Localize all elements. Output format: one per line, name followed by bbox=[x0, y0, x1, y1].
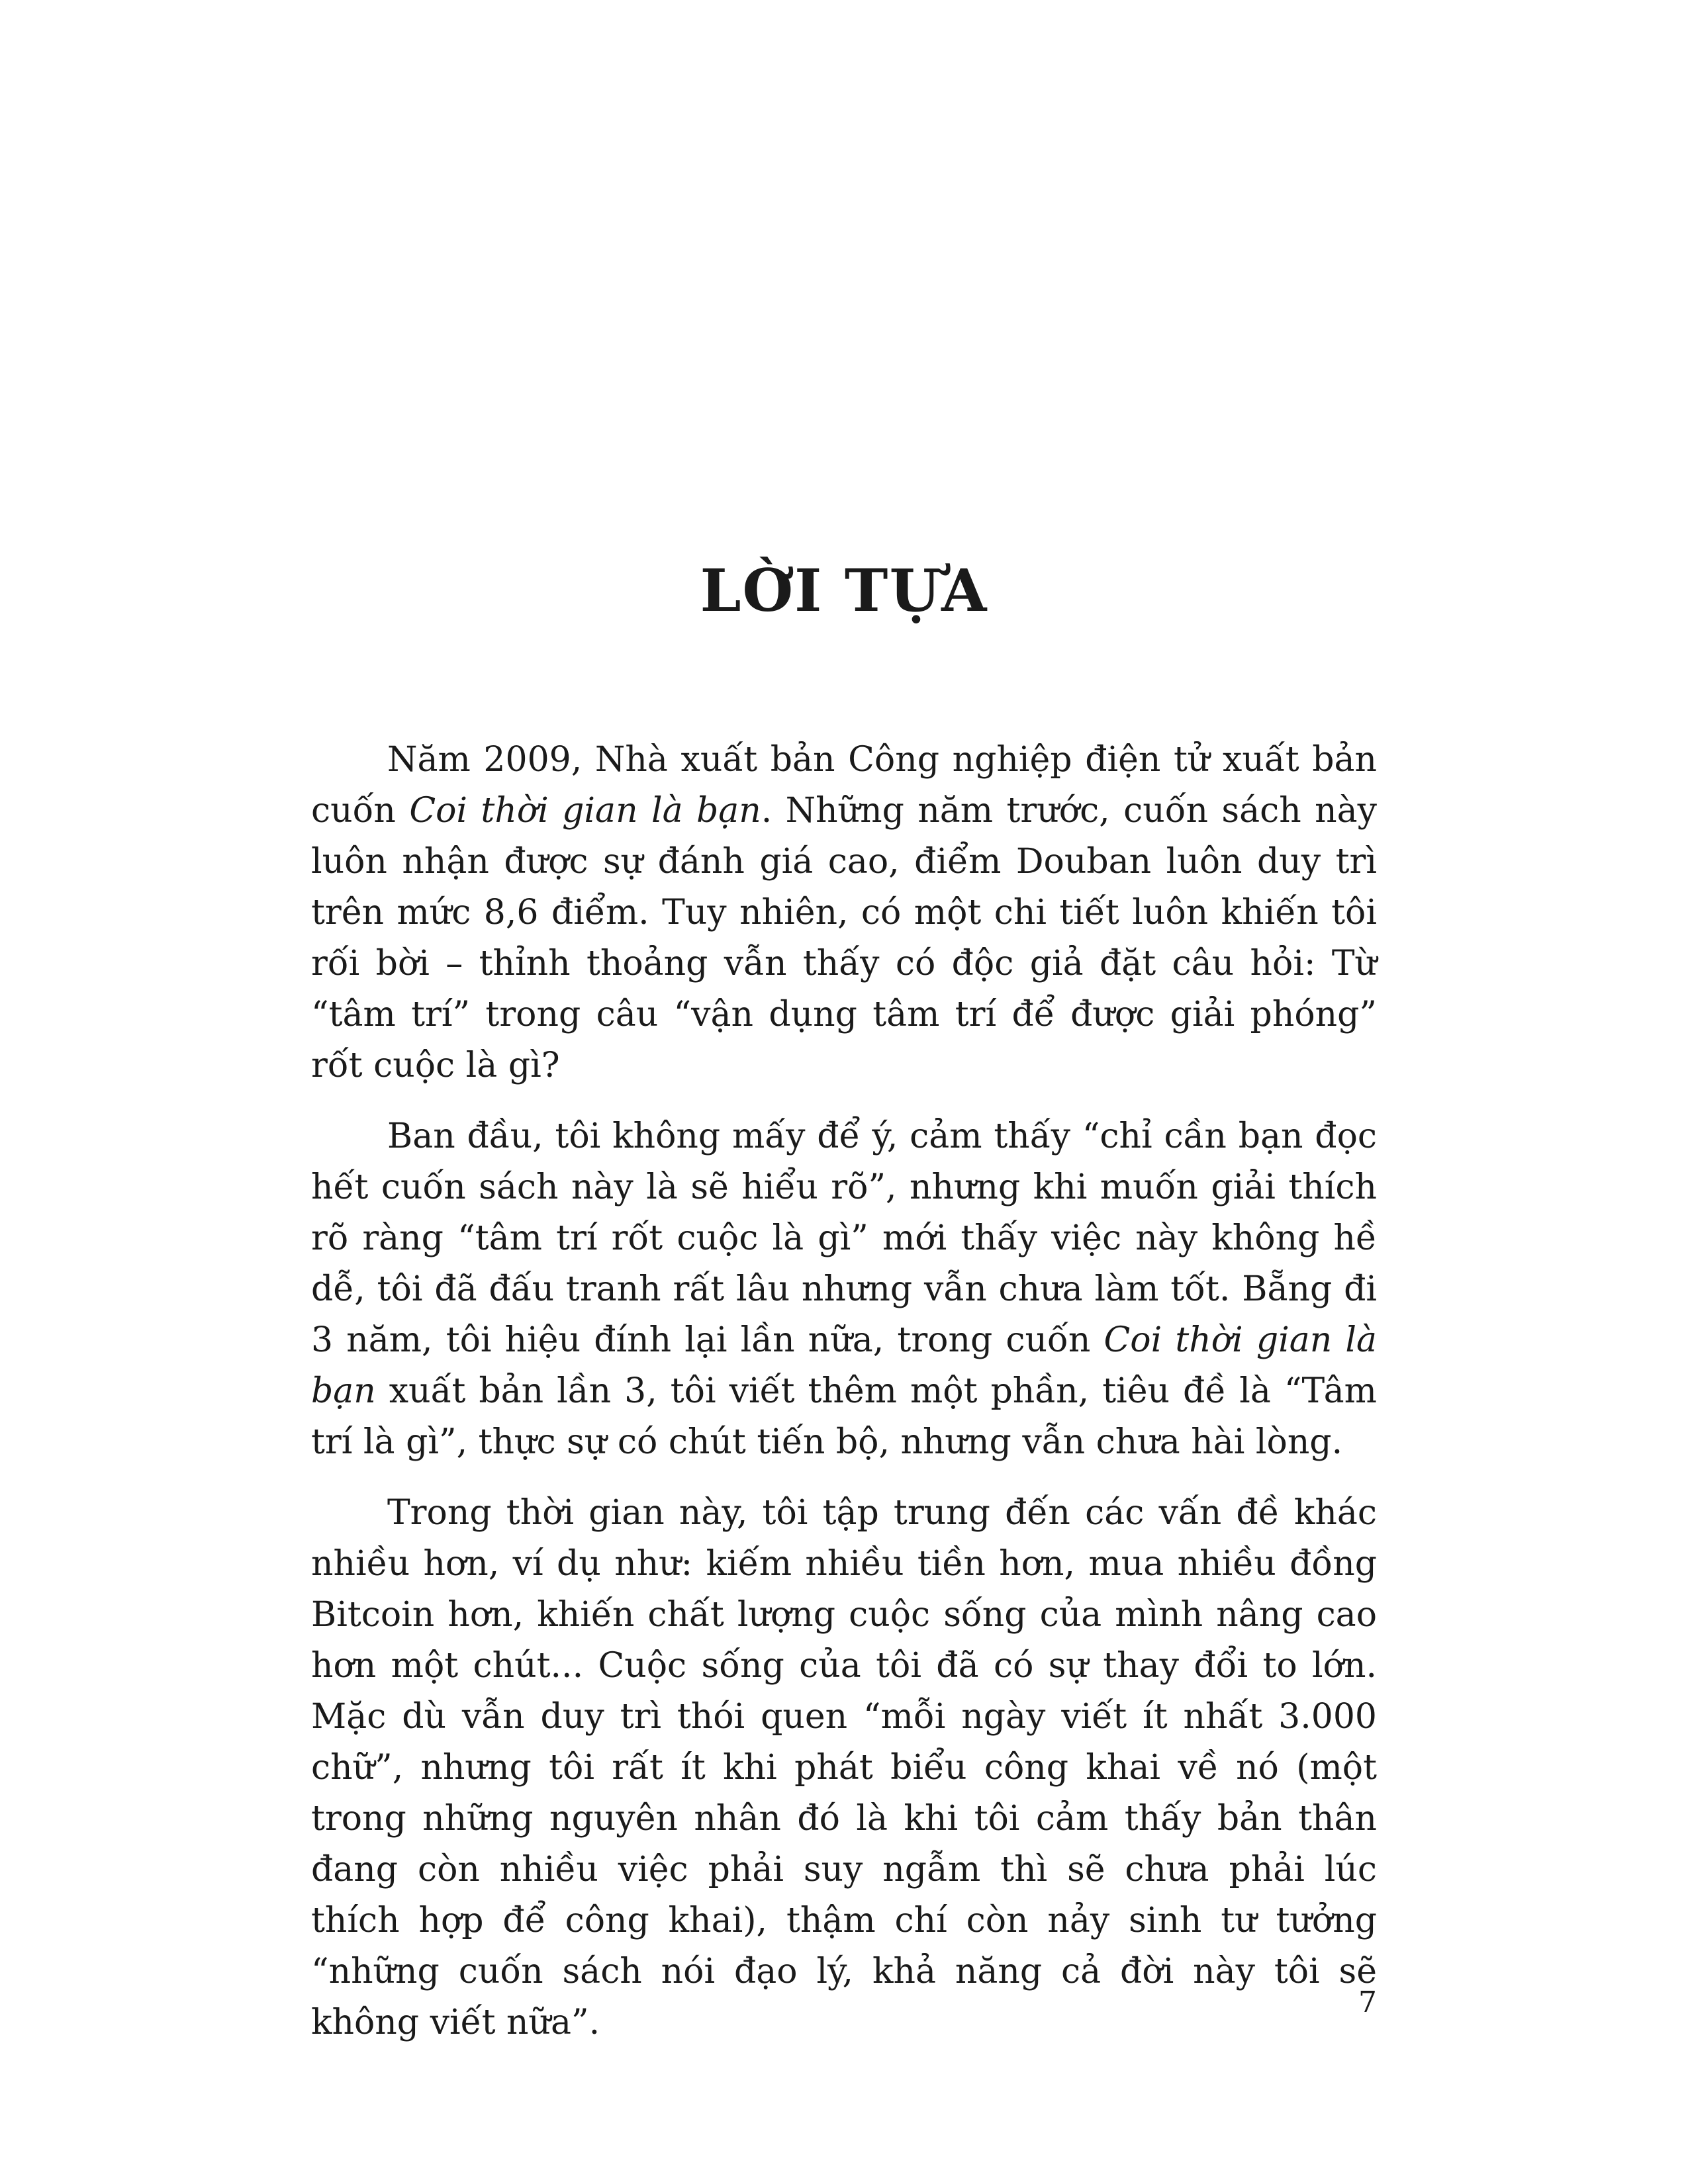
page-number: 7 bbox=[1358, 1985, 1377, 2019]
chapter-title: LỜI TỰA bbox=[700, 556, 988, 625]
book-title-italic: Coi thời gian là bạn bbox=[311, 1320, 1378, 1411]
body-text bbox=[311, 735, 1377, 2068]
book-title-italic: Coi thời gian là bạn bbox=[409, 791, 761, 831]
paragraph-1 bbox=[311, 735, 1377, 1091]
paragraph-1-segment: . Những năm trước, cuốn sách này luôn nhận được sự đánh giá cao, điểm Douban luôn duy trì trên mức 8,6 điểm. Tuy nhiên, có một chi tiết luôn khiến tôi rối bời – thỉnh thoảng vẫn thấy có độc giả đặt câu hỏi: Từ “tâm trí” trong câu “vận dụng tâm trí để được giải phóng” rốt cuộc là gì? bbox=[311, 791, 1377, 1085]
paragraph-2-segment: Ban đầu, tôi không mấy để ý, cảm thấy “chỉ cần bạn đọc hết cuốn sách này là sẽ hiểu rõ”, nhưng khi muốn giải thích rõ ràng “tâm trí rốt cuộc là gì” mới thấy việc này không hề dễ, tôi đã đấu tranh rất lâu nhưng vẫn chưa làm tốt. Bẵng đi 3 năm, tôi hiệu đính lại lần nữa, trong cuốn bbox=[311, 1116, 1377, 1360]
paragraph-3-segment: Trong thời gian này, tôi tập trung đến các vấn đề khác nhiều hơn, ví dụ như: kiếm nhiều tiền hơn, mua nhiều đồng Bitcoin hơn, khiến chất lượng cuộc sống của mình nâng cao hơn một chút... Cuộc sống của tôi đã có sự thay đổi to lớn. Mặc dù vẫn duy trì thói quen “mỗi ngày viết ít nhất 3.000 chữ”, nhưng tôi rất ít khi phát biểu công khai về nó (một trong những nguyên nhân đó là khi tôi cảm thấy bản thân đang còn nhiều việc phải suy ngẫm thì sẽ chưa phải lúc thích hợp để công khai), thậm chí còn nảy sinh tư tưởng “những cuốn sách nói đạo lý, khả năng cả đời này tôi sẽ không viết nữa”. bbox=[311, 1493, 1377, 2042]
paragraph-2 bbox=[311, 1111, 1377, 1468]
paragraph-3 bbox=[311, 1488, 1377, 2048]
paragraph-2-segment: xuất bản lần 3, tôi viết thêm một phần, tiêu đề là “Tâm trí là gì”, thực sự có chút tiến bộ, nhưng vẫn chưa hài lòng. bbox=[311, 1371, 1377, 1462]
paragraph-1-segment: Năm 2009, Nhà xuất bản Công nghiệp điện tử xuất bản cuốn bbox=[311, 740, 1377, 831]
